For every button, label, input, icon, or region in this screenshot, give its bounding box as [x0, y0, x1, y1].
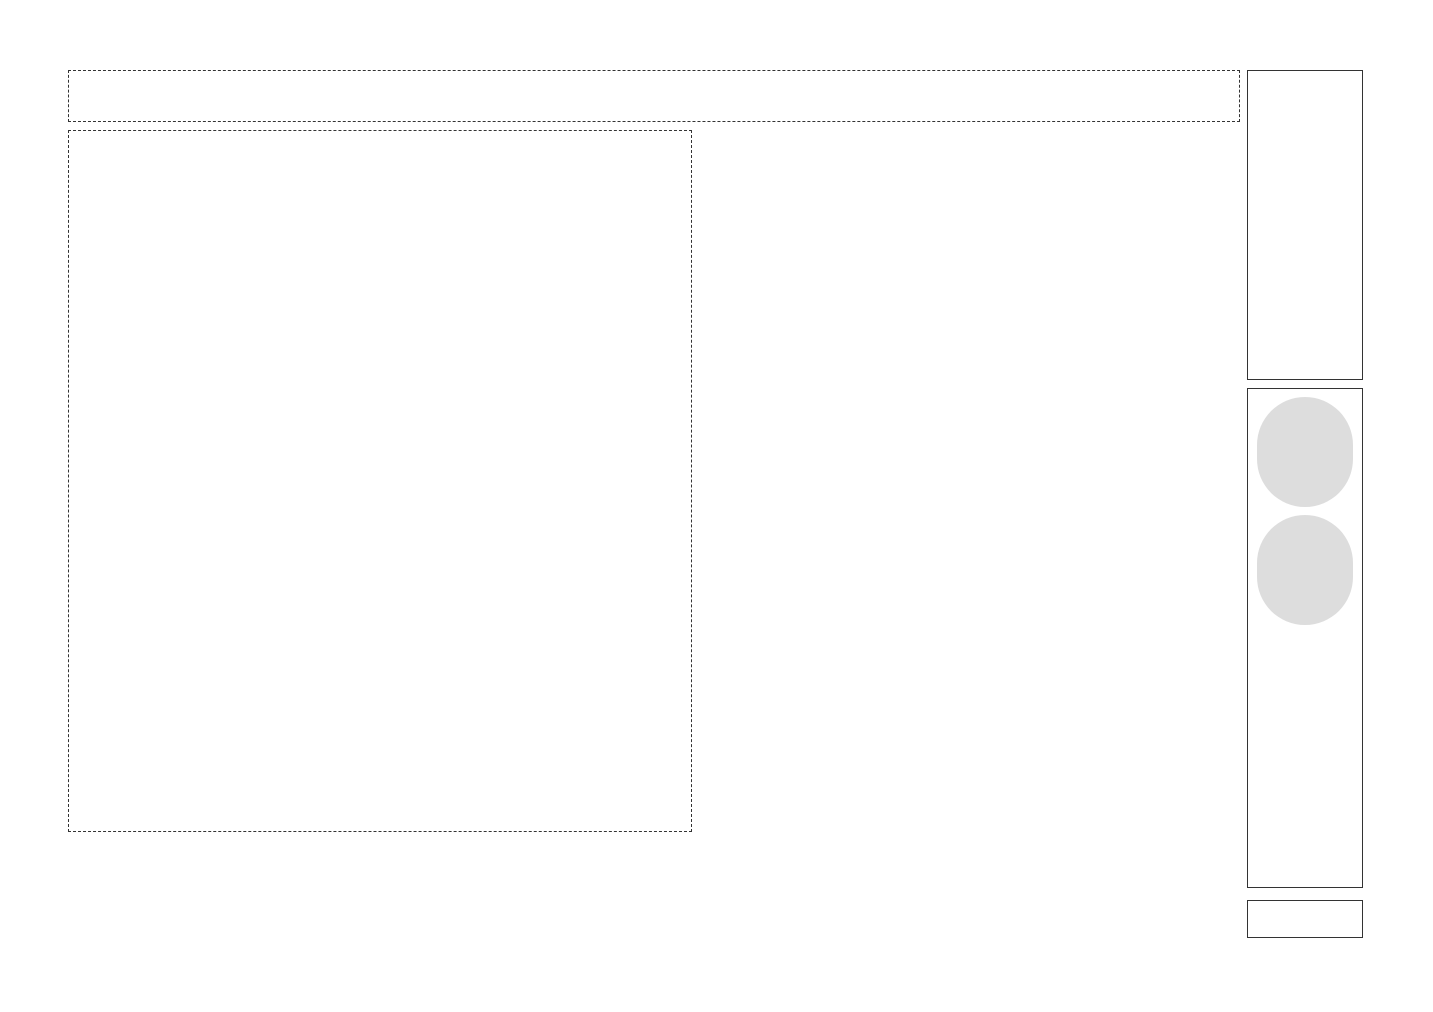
avatar — [1257, 515, 1353, 625]
intro-box — [68, 70, 1240, 122]
masthead — [1247, 70, 1363, 380]
branch-article — [703, 530, 1239, 940]
petition-article — [68, 130, 692, 832]
rejected-section — [68, 842, 692, 942]
members-panel — [1247, 388, 1363, 888]
footer-note-box — [1247, 900, 1363, 938]
budget-article — [703, 130, 1239, 518]
avatar — [1257, 397, 1353, 507]
